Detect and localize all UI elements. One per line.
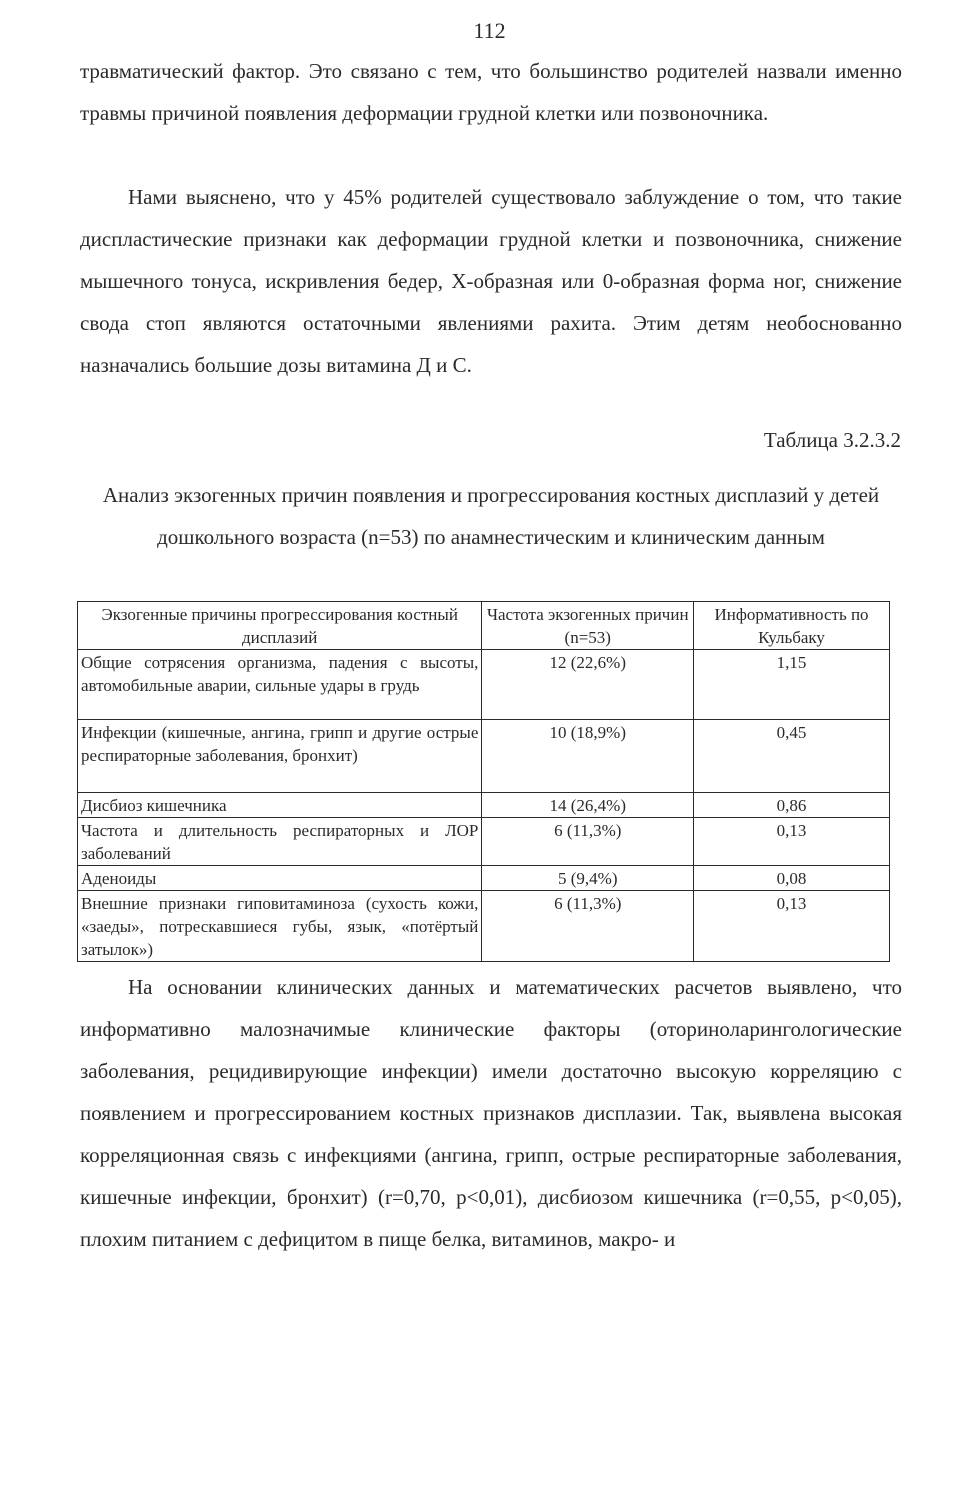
cause-cell: Частота и длительность респираторных и ЛОР заболеваний [78, 818, 482, 866]
frequency-cell: 5 (9,4%) [482, 866, 694, 891]
table-title: Анализ экзогенных причин появления и прогрессирования костных дисплазий у детей дошкольного возраста (n=53) по анамнестическим и клиническим данным [102, 483, 880, 549]
informativeness-cell: 0,86 [694, 793, 890, 818]
exogenous-causes-table [77, 601, 890, 962]
cause-cell: Аденоиды [78, 866, 482, 891]
informativeness-cell: 0,45 [694, 720, 890, 793]
informativeness-cell: 1,15 [694, 650, 890, 720]
paragraph-continued: травматический фактор. Это связано с тем, что большинство родителей назвали именно травмы причиной появления деформации грудной клетки или позвоночника. [80, 59, 902, 125]
informativeness-cell: 0,08 [694, 866, 890, 891]
frequency-cell: 6 (11,3%) [482, 818, 694, 866]
header-frequency: Частота экзогенных причин (n=53) [482, 602, 694, 650]
header-causes: Экзогенные причины прогрессирования костный дисплазий [78, 602, 482, 650]
cause-cell: Дисбиоз кишечника [78, 793, 482, 818]
table-caption: Таблица 3.2.3.2 [763, 428, 901, 452]
page-number: 112 [473, 18, 506, 43]
cause-cell: Общие сотрясения организма, падения с высоты, автомобильные аварии, сильные удары в грудь [78, 650, 482, 720]
informativeness-cell: 0,13 [694, 818, 890, 866]
table-row [78, 650, 890, 720]
table-row [78, 793, 890, 818]
header-informativeness: Информативность по Кульбаку [694, 602, 890, 650]
frequency-cell: 10 (18,9%) [482, 720, 694, 793]
table-row [78, 720, 890, 793]
informativeness-cell: 0,13 [694, 891, 890, 962]
table-row [78, 891, 890, 962]
frequency-cell: 6 (11,3%) [482, 891, 694, 962]
table-header-row [78, 602, 890, 650]
table-row [78, 866, 890, 891]
table-row [78, 818, 890, 866]
frequency-cell: 12 (22,6%) [482, 650, 694, 720]
cause-cell: Инфекции (кишечные, ангина, грипп и другие острые респираторные заболевания, бронхит) [78, 720, 482, 793]
cause-cell: Внешние признаки гиповитаминоза (сухость кожи, «заеды», потрескавшиеся губы, язык, «потёртый затылок») [78, 891, 482, 962]
paragraph-parents-misconception: Нами выяснено, что у 45% родителей существовало заблуждение о том, что такие диспластические признаки как деформации грудной клетки и позвоночника, снижение мышечного тонуса, искривления бедер, Х-образная или 0-образная форма ног, снижение свода стоп являются остаточными явлениями рахита. Этим детям необоснованно назначались большие дозы витамина Д и С. [80, 185, 902, 377]
paragraph-correlation-findings: На основании клинических данных и математических расчетов выявлено, что информативно малозначимые клинические факторы (оториноларингологические заболевания, рецидивирующие инфекции) имели достаточно высокую корреляцию с появлением и прогрессированием костных признаков дисплазии. Так, выявлена высокая корреляционная связь с инфекциями (ангина, грипп, острые респираторные заболевания, кишечные инфекции, бронхит) (r=0,70, p<0,01), дисбиозом кишечника (r=0,55, p<0,05), плохим питанием с дефицитом в пище белка, витаминов, макро- и [80, 975, 902, 1251]
frequency-cell: 14 (26,4%) [482, 793, 694, 818]
